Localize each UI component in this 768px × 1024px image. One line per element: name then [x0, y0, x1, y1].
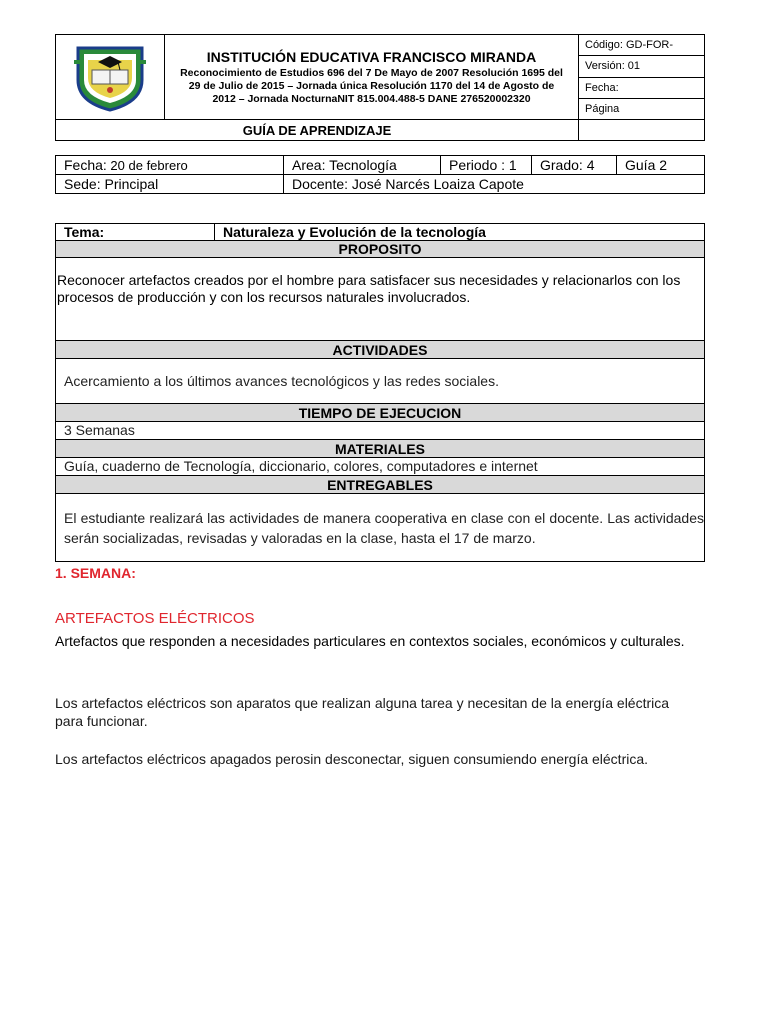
docente-value: José Narcés Loaiza Capote: [348, 176, 524, 192]
proposito-title: PROPOSITO: [56, 241, 705, 258]
paragraph-2: Los artefactos eléctricos son aparatos que realizan alguna tarea y necesitan de la energía eléctrica para funcionar.: [55, 695, 670, 729]
pagina-field: Página: [579, 98, 705, 119]
tiempo-text: 3 Semanas: [56, 422, 705, 440]
school-crest-logo-icon: [68, 40, 152, 112]
empty-cell: [579, 120, 705, 141]
materiales-title: MATERIALES: [56, 440, 705, 458]
fecha-field: Fecha:: [579, 77, 705, 98]
sede-label: Sede:: [64, 176, 101, 192]
entregables-title: ENTREGABLES: [56, 476, 705, 494]
paragraph-1: Artefactos que responden a necesidades particulares en contextos sociales, económicos y culturales.: [55, 633, 685, 649]
actividades-text: Acercamiento a los últimos avances tecnológicos y las redes sociales.: [56, 359, 705, 404]
fecha-cell: [56, 156, 284, 175]
tema-label: Tema:: [56, 224, 215, 241]
tiempo-title: TIEMPO DE EJECUCION: [56, 404, 705, 422]
sede-cell: [56, 175, 284, 194]
grado-cell: Grado: 4: [532, 156, 617, 175]
proposito-text: Reconocer artefactos creados por el hombre para satisfacer sus necesidades y relacionarlos con los procesos de producción y con los recursos naturales involucrados.: [56, 258, 705, 341]
version-field: Versión: 01: [579, 56, 705, 77]
area-cell: [284, 156, 441, 175]
info-table: [55, 155, 705, 194]
fecha-value: 20 de febrero: [106, 158, 188, 173]
actividades-title: ACTIVIDADES: [56, 341, 705, 359]
entregables-text: El estudiante realizará las actividades de manera cooperativa en clase con el docente. Las actividades serán socializadas, revisadas y valoradas en la clase, hasta el 17 de marzo.: [56, 494, 705, 562]
institution-description: Reconocimiento de Estudios 696 del 7 De Mayo de 2007 Resolución 1695 del 29 de Julio de 2015 – Jornada única Resolución 1170 del 14 de Agosto de 2012 – Jornada NocturnaNIT 815.004.488-5 DANE 276520002320: [180, 66, 563, 105]
area-value: Tecnología: [325, 157, 397, 173]
guia-cell: Guía 2: [617, 156, 705, 175]
semana-heading: 1. SEMANA:: [55, 565, 136, 581]
materiales-text: Guía, cuaderno de Tecnología, diccionario, colores, computadores e internet: [56, 458, 705, 476]
periodo-cell: Periodo : 1: [441, 156, 532, 175]
institution-block: [165, 35, 579, 120]
paragraph-3: Los artefactos eléctricos apagados perosin desconectar, siguen consumiendo energía eléctrica.: [55, 751, 649, 767]
codigo-field: Código: GD-FOR-: [579, 35, 705, 56]
area-label: Area:: [292, 157, 326, 173]
docente-label: Docente:: [292, 176, 349, 192]
artefactos-heading: ARTEFACTOS ELÉCTRICOS: [55, 610, 255, 627]
fecha-label: Fecha:: [64, 157, 107, 173]
document-header: [55, 34, 705, 141]
guide-title: GUÍA DE APRENDIZAJE: [56, 120, 579, 141]
tema-value: Naturaleza y Evolución de la tecnología: [215, 224, 705, 241]
school-logo: [56, 35, 165, 120]
sede-value: Principal: [100, 176, 159, 192]
guide-table: [55, 223, 705, 562]
docente-cell: [284, 175, 705, 194]
institution-name: INSTITUCIÓN EDUCATIVA FRANCISCO MIRANDA: [206, 48, 537, 65]
